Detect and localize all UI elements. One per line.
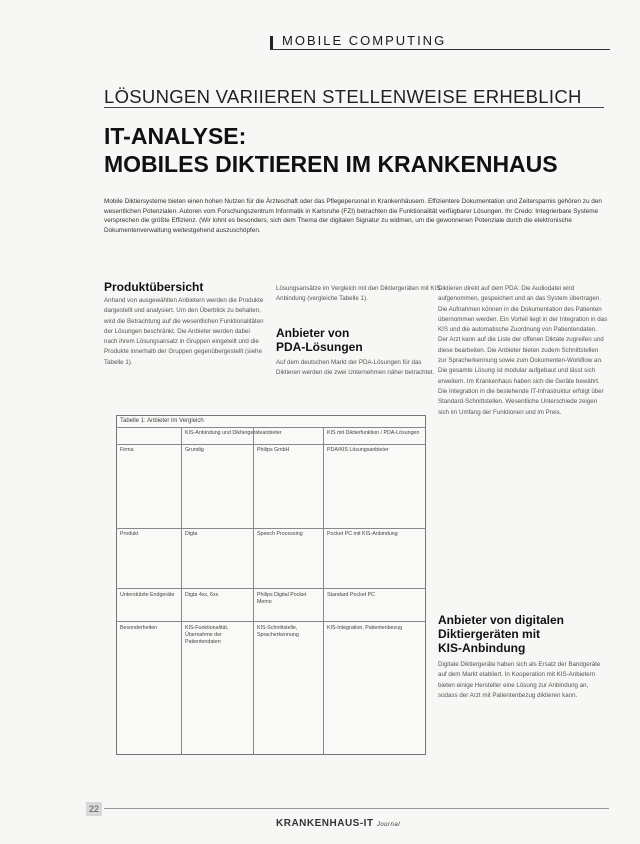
table-col-header: KIS-Anbindung und Diktiergeräteanbieter	[185, 430, 282, 436]
subhead-pda	[276, 326, 363, 354]
subhead-3-line-1: Anbieter von digitalen	[438, 613, 565, 627]
table-cell: KIS-Integration, Patientenbezug	[327, 625, 403, 631]
headline-line-2: MOBILES DIKTIEREN IM KRANKENHAUS	[104, 151, 558, 177]
table-cell: Philips Digital Pocket Memo	[257, 592, 307, 606]
table-cell: Standard Pocket PC	[327, 592, 375, 598]
table-cell: KIS-Funktionalität, Übernahme der Patientendaten	[185, 625, 229, 646]
table-cell: Digta	[185, 531, 198, 537]
brand-suffix: Journal	[376, 822, 401, 828]
column-2-text: Auf dem deutschen Markt der PDA-Lösungen für das Diktieren werden die zwei Unternehmen näher betrachtet.	[276, 359, 435, 377]
column-3-text: Diktieren direkt auf dem PDA: Die Audiodatei wird aufgenommen, gespeichert und an das System übertragen. Die Aufnahmen können in die Dokumentation des Patienten übernommen werden. Ein Vorteil liegt in der Integration in das KIS und die automatische Zuordnung von Patientendaten. Der Arzt kann auf die Liste der offenen Diktate zugreifen und diese bearbeiten. Die Anbieter bieten zudem Schnittstellen zur Spracherkennung sowie zum Dokumenten-Workflow an. Die gesamte Lösung ist modular aufgebaut und lässt sich erweitern. Im Krankenhaus haben sich die Geräte bewährt. Die Integration in die bestehende IT-Infrastruktur erfolgt über Standard-Schnittstellen. Wesentliche Unterschiede zeigen sich im Umfang der Funktionen und im Preis.	[438, 285, 608, 416]
section-label: MOBILE COMPUTING	[282, 33, 447, 48]
kicker-rule	[104, 107, 604, 108]
table-row-label: Firma	[120, 447, 134, 453]
column-2-top-text: Lösungsansätze im Vergleich mit den Diktiergeräten mit KIS-Anbindung (vergleiche Tabelle 1).	[276, 285, 443, 303]
headline-line-1: IT-ANALYSE:	[104, 123, 247, 149]
table-rule	[117, 588, 425, 589]
subhead-3-line-2: Diktiergeräten mit	[438, 627, 541, 641]
table-cell: KIS-Schnittstelle, Spracherkennung	[257, 625, 299, 639]
column-3-bottom-text: Digitale Diktiergeräte haben sich als Ersatz der Bandgeräte auf dem Markt etabliert. In Kooperation mit KIS-Anbietern bieten einige Hersteller eine Lösung zur Anbindung an, sodass der Arzt mit Patientenbezug diktieren kann.	[438, 661, 601, 699]
table-row-label: Besonderheiten	[120, 625, 158, 631]
table-rule	[117, 621, 425, 622]
brand-name: KRANKENHAUS-IT	[276, 818, 374, 829]
subhead-pda-line-1: Anbieter von	[276, 326, 350, 340]
table-col-header: KIS mit Diktierfunktion / PDA-Lösungen	[327, 430, 420, 436]
table-row-label: Unterstützte Endgeräte	[120, 592, 175, 598]
table-divider	[181, 427, 182, 754]
table-cell: PDA/KIS Lösungsanbieter	[327, 447, 389, 453]
table-row-label: Produkt	[120, 531, 139, 537]
table-caption: Tabelle 1: Anbieter im Vergleich	[120, 418, 204, 424]
table-rule	[117, 528, 425, 529]
subhead-3-line-3: KIS-Anbindung	[438, 641, 526, 655]
table-cell: Philips GmbH	[257, 447, 290, 453]
table-cell: Pocket PC mit KIS-Anbindung	[327, 531, 398, 537]
table-cell: Digta 4xx, 6xx	[185, 592, 219, 598]
page-number: 22	[86, 802, 102, 816]
table-rule	[117, 444, 425, 445]
table-rule	[117, 427, 425, 428]
footer-rule	[104, 808, 609, 809]
subhead-digitale-diktiergeraete	[438, 613, 564, 655]
article-headline	[104, 122, 558, 178]
table-cell: Speech Processing	[257, 531, 303, 537]
article-kicker: LÖSUNGEN VARIIEREN STELLENWEISE ERHEBLICH	[104, 86, 582, 107]
article-lead: Mobile Diktiersysteme bieten einen hohen Nutzen für die Ärzteschaft oder das Pflegepersonal in Krankenhäusern. Effizientere Dokumentation und Zeitersparnis gehören zu den wesentlichen Potenzialen. Autoren vom Forschungszentrum Informatik in Karlsruhe (FZI) betrachten die Funktionalität verfügbarer Lösungen. Ihr Credo: Integrierbare Systeme versprechen die größte Effizienz. (Wir lohnt es besonders, sich dem Thema der digitalen Signatur zu widmen, um die gewonnenen Potenziale durch die elektronische Dokumentenverwaltung weitestgehend auszuschöpfen.	[104, 198, 602, 234]
column-1-text: Anhand von ausgewählten Anbietern werden die Produkte dargestellt und analysiert. Um den Überblick zu behalten, wird die Betrachtung auf die wesentlichen Funktionalitäten der Lösungen beschränkt. Die Anbieter werden dabei nach ihrem Lösungsansatz in Gruppen eingeteilt und die Produkte innerhalb der Gruppen gegenübergestellt (siehe Tabelle 1).	[104, 297, 264, 366]
comparison-table	[116, 415, 426, 755]
table-divider	[253, 427, 254, 754]
subhead-produktuebersicht: Produktübersicht	[104, 280, 204, 294]
table-cell: Grundig	[185, 447, 204, 453]
brand-logo	[276, 818, 400, 829]
subhead-pda-line-2: PDA-Lösungen	[276, 340, 363, 354]
table-divider	[323, 427, 324, 754]
